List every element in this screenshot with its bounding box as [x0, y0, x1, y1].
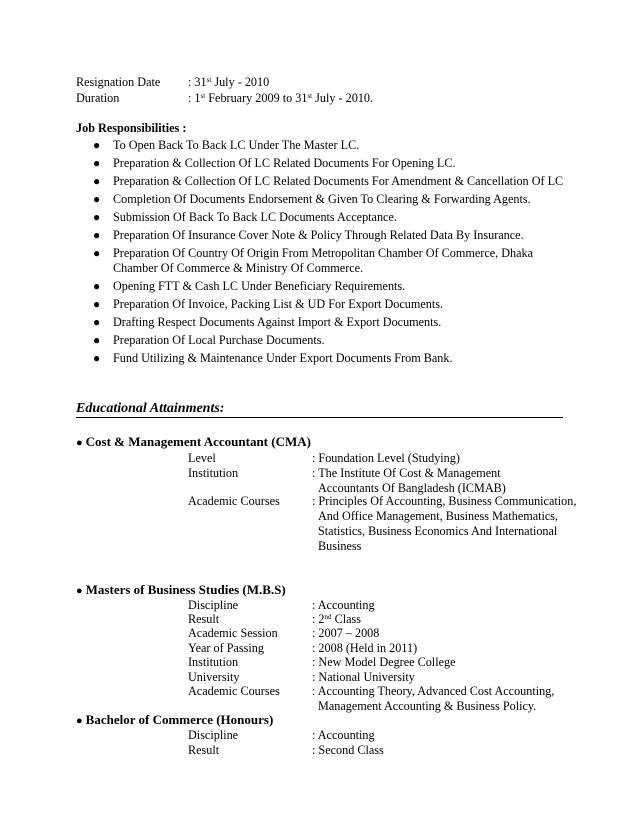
bullet-icon: ●	[93, 174, 101, 188]
resignation-date-row	[76, 75, 269, 90]
bullet-icon: ●	[93, 297, 101, 311]
educational-attainments-heading: Educational Attainments:	[76, 401, 563, 418]
job-responsibilities-title: Job Responsibilities :	[76, 121, 187, 135]
list-item: ● Preparation Of Insurance Cover Note & Policy Through Related Data By Insurance.	[93, 228, 524, 242]
resignation-date-value: : 31st July - 2010	[188, 75, 270, 89]
list-item: ● Preparation Of Country Of Origin From Metropolitan Chamber Of Commerce, Dhaka Chamber Of Commerce & Ministry Of Commerce.	[93, 246, 534, 275]
bullet-icon: ●	[93, 210, 101, 224]
bullet-icon: ●	[76, 437, 83, 449]
bullet-icon: ●	[93, 333, 101, 347]
degree-title-cma: ● Cost & Management Accountant (CMA)	[76, 434, 311, 449]
list-item: ● Preparation Of Invoice, Packing List & UD For Export Documents.	[93, 297, 444, 311]
bullet-icon: ●	[93, 246, 101, 260]
duration-label: Duration	[76, 91, 120, 105]
bullet-icon: ●	[93, 228, 101, 242]
bullet-icon: ●	[93, 279, 101, 293]
bullet-icon: ●	[93, 315, 101, 329]
bullet-icon: ●	[93, 192, 101, 206]
list-item: ● Preparation & Collection Of LC Related Documents For Amendment & Cancellation Of LC	[93, 174, 564, 188]
list-item: ● Opening FTT & Cash LC Under Beneficiary Requirements.	[93, 279, 406, 293]
bullet-icon: ●	[93, 351, 101, 365]
resignation-date-label: Resignation Date	[76, 75, 161, 89]
duration-value: : 1st February 2009 to 31st July - 2010.	[188, 91, 374, 105]
list-item: ● Drafting Respect Documents Against Import & Export Documents.	[93, 315, 442, 329]
bullet-icon: ●	[93, 156, 101, 170]
list-item: ● Completion Of Documents Endorsement & Given To Clearing & Forwarding Agents.	[93, 192, 531, 206]
list-item: ● Preparation Of Local Purchase Documents.	[93, 333, 325, 347]
list-item: ● To Open Back To Back LC Under The Master LC.	[93, 138, 360, 152]
list-item: ● Fund Utilizing & Maintenance Under Export Documents From Bank.	[93, 351, 453, 365]
job-responsibilities-list	[76, 138, 621, 369]
list-item: ● Submission Of Back To Back LC Documents Acceptance.	[93, 210, 397, 224]
degree-title-mbs: ● Masters of Business Studies (M.B.S)	[76, 582, 286, 597]
degree-title-bcom: ● Bachelor of Commerce (Honours)	[76, 712, 274, 727]
duration-row	[76, 91, 373, 106]
bullet-icon: ●	[93, 138, 101, 152]
bullet-icon: ●	[76, 715, 83, 727]
bullet-icon: ●	[76, 585, 83, 597]
list-item: ● Preparation & Collection Of LC Related Documents For Opening LC.	[93, 156, 456, 170]
